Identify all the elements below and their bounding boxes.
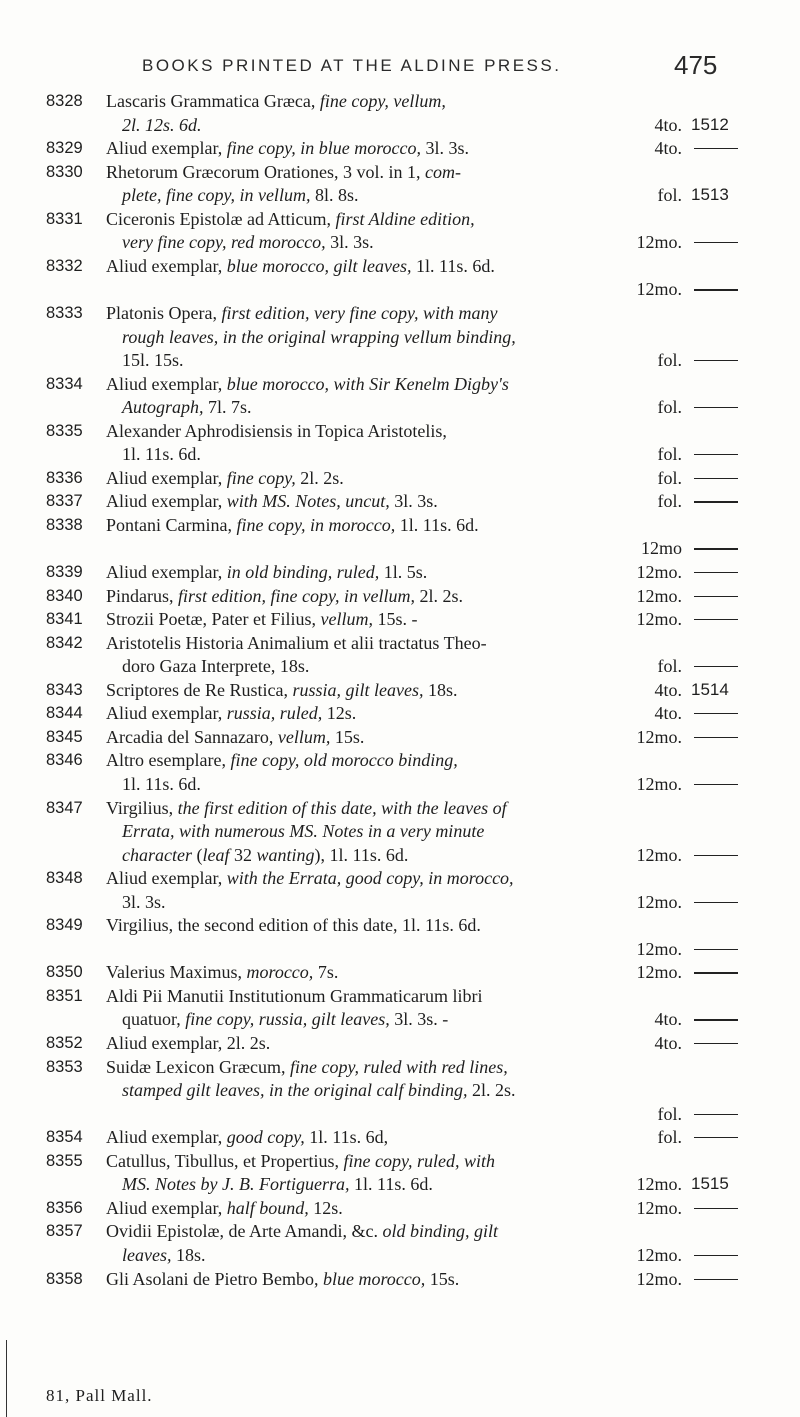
- lot-title: Aliud exemplar, blue morocco, gilt leaves, 1l. 11s. 6d.: [106, 255, 495, 276]
- ditto-rule: [694, 737, 738, 738]
- lot-number: 8357: [46, 1222, 83, 1241]
- lot-line: [0, 1244, 800, 1266]
- lot-number: 8337: [46, 492, 83, 511]
- lot-line: [0, 749, 800, 771]
- ditto-rule: [694, 713, 738, 714]
- lot-number: 8355: [46, 1151, 83, 1170]
- ditto-rule: [694, 666, 738, 667]
- lot-line: [0, 961, 800, 983]
- lot-format: 12mo.: [636, 938, 682, 959]
- ditto-rule: [694, 478, 738, 479]
- ditto-rule: [694, 784, 738, 785]
- lot-continuation: Errata, with numerous MS. Notes in a very minute: [122, 821, 485, 842]
- lot-number: 8348: [46, 869, 83, 888]
- ditto-rule: [694, 902, 738, 903]
- lot-format: 12mo.: [636, 773, 682, 794]
- lot-number: 8328: [46, 92, 83, 110]
- lot-number: 8329: [46, 139, 83, 158]
- lot-line: [0, 820, 800, 842]
- ditto-rule: [694, 1279, 738, 1280]
- lot-title: Aliud exemplar, fine copy, in blue morocco, 3l. 3s.: [106, 138, 470, 159]
- ditto-rule: [694, 407, 738, 408]
- lot-number: 8334: [46, 374, 83, 393]
- lot-continuation: 3l. 3s.: [122, 891, 166, 912]
- lot-title: Aristotelis Historia Animalium et alii tractatus Theo-: [106, 632, 487, 653]
- ditto-rule: [694, 1019, 738, 1020]
- lot-number: 8349: [46, 916, 83, 935]
- lot-line: [0, 302, 800, 324]
- lot-continuation: leaves, 18s.: [122, 1244, 206, 1265]
- footer-imprint: 81, Pall Mall.: [46, 1386, 153, 1405]
- lot-year: 1512: [691, 114, 729, 134]
- lot-title: Aliud exemplar, in old binding, ruled, 1l. 5s.: [106, 562, 428, 582]
- lot-line: [0, 278, 800, 300]
- lot-title: Pontani Carmina, fine copy, in morocco, 1l. 11s. 6d.: [106, 514, 479, 535]
- lot-number: 8331: [46, 209, 83, 228]
- lot-number: 8347: [46, 798, 83, 817]
- lot-number: 8340: [46, 586, 83, 605]
- lot-format: 4to.: [654, 679, 682, 700]
- lot-title: Lascaris Grammatica Græca, fine copy, vellum,: [106, 91, 446, 111]
- lot-number: 8336: [46, 468, 83, 487]
- lot-continuation: quatuor, fine copy, russia, gilt leaves, 3l. 3s. -: [122, 1009, 449, 1030]
- ditto-rule: [694, 289, 738, 290]
- lot-format: fol.: [657, 444, 682, 465]
- lot-title: Rhetorum Græcorum Orationes, 3 vol. in 1, com-: [106, 161, 461, 182]
- lot-format: fol.: [657, 185, 682, 206]
- lot-number: 8333: [46, 303, 83, 322]
- lot-title: Aliud exemplar, good copy, 1l. 11s. 6d,: [106, 1127, 389, 1148]
- lot-line: [0, 1150, 800, 1172]
- lot-title: Virgilius, the first edition of this date, with the leaves of: [106, 797, 507, 818]
- lot-line: [0, 255, 800, 277]
- lot-number: 8351: [46, 986, 83, 1005]
- lot-number: 8352: [46, 1034, 83, 1052]
- lot-line: [0, 702, 800, 724]
- ditto-rule: [694, 972, 738, 973]
- lot-number: 8350: [46, 963, 83, 982]
- lot-format: 12mo.: [636, 962, 682, 983]
- lot-line: [0, 1173, 800, 1195]
- lot-title: Aliud exemplar, half bound, 12s.: [106, 1197, 343, 1218]
- lot-number: 8332: [46, 256, 83, 275]
- lot-line: [0, 373, 800, 395]
- lot-year: 1513: [691, 185, 729, 205]
- lot-format: fol.: [657, 397, 682, 418]
- lot-title: Platonis Opera, first edition, very fine copy, with many: [106, 302, 498, 323]
- lot-title: Aliud exemplar, 2l. 2s.: [106, 1033, 271, 1053]
- lot-format: fol.: [657, 1127, 682, 1148]
- ditto-rule: [694, 360, 738, 361]
- lot-format: 12mo.: [636, 585, 682, 606]
- lot-line: [0, 326, 800, 348]
- lot-line: [0, 349, 800, 371]
- lot-number: 8356: [46, 1198, 83, 1217]
- lot-line: [0, 90, 800, 112]
- lot-number: 8330: [46, 162, 83, 181]
- lot-format: 12mo.: [636, 726, 682, 747]
- lot-format: 12mo.: [636, 1174, 682, 1195]
- lot-line: [0, 137, 800, 159]
- lot-title: Ciceronis Epistolæ ad Atticum, first Aldine edition,: [106, 208, 475, 229]
- lot-number: 8345: [46, 727, 83, 746]
- lot-number: 8335: [46, 421, 83, 440]
- lot-title: Scriptores de Re Rustica, russia, gilt leaves, 18s.: [106, 679, 458, 700]
- lot-line: [0, 1103, 800, 1125]
- ditto-rule: [694, 242, 738, 243]
- ditto-rule: [694, 949, 738, 950]
- lot-title: Aliud exemplar, fine copy, 2l. 2s.: [106, 467, 344, 488]
- lot-continuation: stamped gilt leaves, in the original calf binding, 2l. 2s.: [122, 1080, 516, 1101]
- ditto-rule: [694, 148, 738, 149]
- lot-title: Ovidii Epistolæ, de Arte Amandi, &c. old binding, gilt: [106, 1221, 498, 1242]
- ditto-rule: [694, 1208, 738, 1209]
- lot-format: 4to.: [654, 1009, 682, 1030]
- lot-number: 8346: [46, 751, 83, 770]
- lot-line: [0, 537, 800, 559]
- lot-title: Aliud exemplar, with MS. Notes, uncut, 3l. 3s.: [106, 491, 438, 512]
- lot-format: fol.: [657, 467, 682, 488]
- margin-rule: [6, 1340, 7, 1417]
- lot-line: [0, 443, 800, 465]
- ditto-rule: [694, 855, 738, 856]
- lot-line: [0, 208, 800, 230]
- lot-format: 12mo.: [636, 562, 682, 582]
- lot-continuation: 1l. 11s. 6d.: [122, 444, 201, 465]
- lot-line: [0, 231, 800, 253]
- lot-line: [0, 585, 800, 607]
- ditto-rule: [694, 1114, 738, 1115]
- page-number: 475: [674, 50, 718, 80]
- lot-number: 8358: [46, 1269, 83, 1288]
- lot-title: Gli Asolani de Pietro Bembo, blue morocco, 15s.: [106, 1268, 460, 1289]
- lot-title: Catullus, Tibullus, et Propertius, fine copy, ruled, with: [106, 1150, 496, 1171]
- lot-line: [0, 184, 800, 206]
- lot-year: 1514: [691, 679, 729, 699]
- lot-continuation: rough leaves, in the original wrapping vellum binding,: [122, 326, 516, 347]
- lot-number: 8344: [46, 704, 83, 723]
- lot-number: 8353: [46, 1057, 83, 1076]
- lot-title: Valerius Maximus, morocco, 7s.: [106, 962, 339, 983]
- lot-line: [0, 726, 800, 748]
- lot-format: 4to.: [654, 138, 682, 159]
- lot-line: [0, 1126, 800, 1148]
- lot-format: 12mo.: [636, 1244, 682, 1265]
- lot-line: [0, 420, 800, 442]
- ditto-rule: [694, 1137, 738, 1138]
- lot-continuation: character (leaf 32 wanting), 1l. 11s. 6d.: [122, 844, 409, 865]
- lot-continuation: 1l. 11s. 6d.: [122, 773, 201, 794]
- ditto-rule: [694, 501, 738, 502]
- lot-continuation: MS. Notes by J. B. Fortiguerra, 1l. 11s. 6d.: [122, 1174, 433, 1195]
- lot-format: 12mo.: [636, 891, 682, 912]
- lot-line: [0, 655, 800, 677]
- lot-format: 12mo.: [636, 279, 682, 300]
- lot-line: [0, 679, 800, 701]
- ditto-rule: [694, 619, 738, 620]
- lot-title: Aliud exemplar, blue morocco, with Sir Kenelm Digby's: [106, 373, 509, 394]
- lot-line: [0, 867, 800, 889]
- lot-title: Altro esemplare, fine copy, old morocco binding,: [106, 750, 458, 771]
- lot-line: [0, 985, 800, 1007]
- lot-line: [0, 467, 800, 489]
- lot-number: 8338: [46, 515, 83, 534]
- lot-format: 12mo.: [636, 232, 682, 253]
- lot-format: 12mo.: [636, 609, 682, 630]
- lot-line: [0, 1220, 800, 1242]
- lot-title: Suidæ Lexicon Græcum, fine copy, ruled with red lines,: [106, 1056, 508, 1077]
- lot-continuation: 15l. 15s.: [122, 350, 184, 371]
- lot-title: Aldi Pii Manutii Institutionum Grammaticarum libri: [106, 985, 483, 1006]
- lot-line: [0, 561, 800, 583]
- lot-line: [0, 891, 800, 913]
- lot-title: Arcadia del Sannazaro, vellum, 15s.: [106, 726, 365, 747]
- lot-line: [0, 396, 800, 418]
- lot-format: 4to.: [654, 1033, 682, 1053]
- ditto-rule: [694, 1255, 738, 1256]
- lot-title: Alexander Aphrodisiensis in Topica Aristotelis,: [106, 420, 447, 441]
- lot-format: 12mo.: [636, 844, 682, 865]
- lot-number: 8343: [46, 680, 83, 699]
- lot-line: [0, 1008, 800, 1030]
- lot-continuation: Autograph, 7l. 7s.: [122, 397, 252, 418]
- lot-title: Aliud exemplar, russia, ruled, 12s.: [106, 703, 357, 724]
- lot-title: Strozii Poetæ, Pater et Filius, vellum, 15s. -: [106, 609, 418, 630]
- lot-continuation: very fine copy, red morocco, 3l. 3s.: [122, 232, 374, 253]
- lot-format: 12mo.: [636, 1197, 682, 1218]
- lot-continuation: 2l. 12s. 6d.: [122, 114, 202, 135]
- lot-line: [0, 632, 800, 654]
- lot-format: fol.: [657, 350, 682, 371]
- lot-format: 4to.: [654, 114, 682, 135]
- lot-line: [0, 490, 800, 512]
- lot-format: fol.: [657, 1103, 682, 1124]
- lot-format: 12mo.: [636, 1268, 682, 1289]
- lot-year: 1515: [691, 1174, 729, 1194]
- lot-continuation: plete, fine copy, in vellum, 8l. 8s.: [122, 185, 359, 206]
- lot-line: [0, 514, 800, 536]
- ditto-rule: [694, 572, 738, 573]
- lot-line: [0, 844, 800, 866]
- lot-line: [0, 1079, 800, 1101]
- lot-title: Virgilius, the second edition of this date, 1l. 11s. 6d.: [106, 915, 481, 936]
- lot-format: 12mo: [640, 538, 682, 559]
- lot-format: 4to.: [654, 703, 682, 724]
- lot-line: [0, 1268, 800, 1290]
- ditto-rule: [694, 1043, 738, 1044]
- lot-format: fol.: [657, 656, 682, 677]
- lot-line: [0, 1197, 800, 1219]
- lot-number: 8339: [46, 563, 83, 581]
- lot-line: [0, 797, 800, 819]
- lot-line: [0, 773, 800, 795]
- lot-line: [0, 938, 800, 960]
- lot-title: Aliud exemplar, with the Errata, good copy, in morocco,: [106, 868, 514, 889]
- lot-title: Pindarus, first edition, fine copy, in vellum, 2l. 2s.: [106, 585, 463, 606]
- lot-line: [0, 914, 800, 936]
- lot-number: 8354: [46, 1128, 83, 1147]
- lot-line: [0, 1032, 800, 1054]
- lot-line: [0, 608, 800, 630]
- lot-number: 8342: [46, 633, 83, 652]
- lot-format: fol.: [657, 491, 682, 512]
- lot-continuation: doro Gaza Interprete, 18s.: [122, 656, 310, 677]
- lot-line: [0, 114, 800, 136]
- ditto-rule: [694, 454, 738, 455]
- running-head: BOOKS PRINTED AT THE ALDINE PRESS.: [142, 56, 562, 75]
- lot-number: 8341: [46, 610, 83, 629]
- lot-line: [0, 1056, 800, 1078]
- lot-line: [0, 161, 800, 183]
- ditto-rule: [694, 548, 738, 549]
- ditto-rule: [694, 596, 738, 597]
